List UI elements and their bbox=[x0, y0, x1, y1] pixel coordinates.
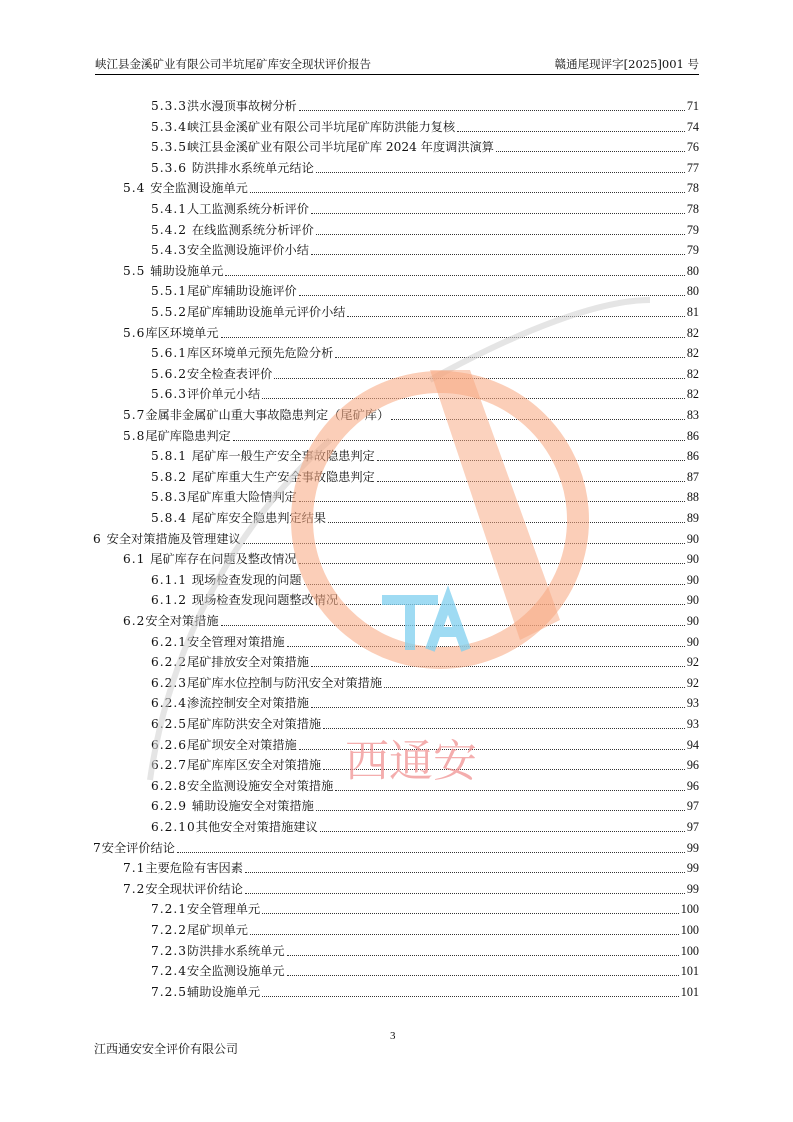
toc-entry-number: 6.2.8 bbox=[151, 778, 188, 793]
toc-entry-page: 80 bbox=[686, 284, 699, 299]
toc-entry-title: 尾矿库存在问题及整改情况 bbox=[150, 552, 297, 567]
page-number: 3 bbox=[390, 1030, 396, 1042]
toc-entry-title: 其他安全对策措施建议 bbox=[195, 820, 318, 834]
toc-entry[interactable] bbox=[151, 446, 699, 466]
toc-entry-title: 尾矿库水位控制与防汛安全对策措施 bbox=[187, 675, 383, 690]
toc-entry-page: 78 bbox=[686, 181, 699, 196]
toc-entry-number: 5.3.3 bbox=[151, 99, 188, 113]
toc-entry-number: 5.4.3 bbox=[151, 243, 188, 258]
toc-entry-number: 5.5.2 bbox=[151, 305, 188, 319]
toc-dot-leader bbox=[311, 253, 685, 255]
toc-dot-leader bbox=[225, 274, 684, 276]
toc-entry[interactable] bbox=[151, 467, 699, 487]
toc-entry-page: 87 bbox=[686, 469, 699, 484]
toc-entry-page: 101 bbox=[680, 984, 699, 999]
toc-entry-page: 80 bbox=[686, 263, 699, 278]
toc-entry-title: 在线监测系统分析评价 bbox=[191, 222, 314, 237]
toc-dot-leader bbox=[233, 439, 685, 441]
toc-dot-leader bbox=[299, 500, 685, 502]
toc-entry-number: 5.7 bbox=[123, 408, 146, 422]
toc-entry[interactable] bbox=[123, 549, 699, 569]
toc-entry-number: 5.5 bbox=[123, 263, 151, 278]
toc-entry-title: 尾矿坝安全对策措施 bbox=[187, 737, 297, 752]
toc-dot-leader bbox=[384, 686, 685, 688]
toc-dot-leader bbox=[250, 933, 679, 935]
toc-entry-number: 5.3.6 bbox=[151, 160, 192, 175]
toc-entry-page: 99 bbox=[686, 840, 699, 855]
toc-entry[interactable] bbox=[151, 281, 699, 301]
toc-entry-page: 71 bbox=[686, 99, 699, 113]
toc-entry-title: 安全对策措施及管理建议 bbox=[106, 531, 241, 546]
footer-company-name: 江西通安安全评价有限公司 bbox=[94, 1042, 239, 1056]
toc-entry-title: 尾矿库重大险情判定 bbox=[187, 490, 297, 505]
toc-dot-leader bbox=[391, 418, 685, 420]
toc-entry-number: 5.3.5 bbox=[151, 140, 188, 155]
toc-entry[interactable] bbox=[151, 96, 699, 116]
toc-entry-number: 5.8.4 bbox=[151, 511, 192, 525]
toc-dot-leader bbox=[335, 356, 685, 358]
toc-entry[interactable] bbox=[151, 508, 699, 528]
toc-entry-number: 6.2.1 bbox=[151, 634, 188, 649]
toc-entry-number: 6.2.10 bbox=[151, 820, 196, 834]
toc-entry-title: 尾矿库防洪安全对策措施 bbox=[187, 717, 322, 731]
toc-entry-title: 尾矿库安全隐患判定结果 bbox=[191, 511, 326, 525]
toc-entry[interactable] bbox=[151, 632, 699, 652]
toc-entry-page: 89 bbox=[686, 511, 699, 525]
toc-entry-title: 安全监测设施安全对策措施 bbox=[187, 778, 334, 793]
toc-entry-page: 82 bbox=[686, 366, 699, 381]
toc-dot-leader bbox=[316, 171, 685, 173]
toc-entry[interactable] bbox=[151, 487, 699, 507]
toc-entry-title: 人工监测系统分析评价 bbox=[187, 202, 309, 216]
page-header bbox=[95, 56, 699, 75]
toc-entry-title: 尾矿库库区安全对策措施 bbox=[187, 758, 322, 773]
toc-entry[interactable] bbox=[151, 590, 699, 610]
toc-entry-page: 90 bbox=[686, 614, 699, 628]
toc-dot-leader bbox=[340, 603, 685, 605]
toc-entry-title: 尾矿库辅助设施评价 bbox=[187, 284, 297, 299]
toc-entry-number: 7.2.4 bbox=[151, 964, 188, 979]
toc-dot-leader bbox=[245, 892, 685, 894]
toc-entry-title: 安全监测设施单元 bbox=[150, 181, 248, 196]
toc-entry[interactable] bbox=[93, 838, 699, 858]
toc-entry-page: 100 bbox=[680, 923, 699, 937]
toc-entry-page: 99 bbox=[686, 861, 699, 876]
toc-entry-title: 安全现状评价结论 bbox=[145, 881, 243, 896]
toc-dot-leader bbox=[245, 871, 685, 873]
toc-entry-page: 81 bbox=[686, 305, 699, 319]
toc-dot-leader bbox=[377, 459, 685, 461]
toc-dot-leader bbox=[262, 912, 679, 914]
toc-entry-number: 6.2.4 bbox=[151, 696, 188, 711]
toc-dot-leader bbox=[311, 212, 685, 214]
toc-entry-page: 77 bbox=[686, 160, 699, 175]
toc-entry-title: 峡江县金溪矿业有限公司半坑尾矿库防洪能力复核 bbox=[187, 119, 456, 134]
toc-entry-title: 尾矿库一般生产安全事故隐患判定 bbox=[191, 449, 375, 464]
toc-entry-page: 86 bbox=[686, 428, 699, 443]
toc-entry-title: 峡江县金溪矿业有限公司半坑尾矿库 2024 年度调洪演算 bbox=[187, 140, 494, 155]
toc-entry-title: 现场检查发现的问题 bbox=[191, 572, 302, 587]
toc-entry-title: 安全检查表评价 bbox=[187, 366, 273, 381]
toc-entry-number: 5.4.2 bbox=[151, 222, 192, 237]
toc-entry-number: 5.8.2 bbox=[151, 469, 192, 484]
toc-dot-leader bbox=[287, 645, 685, 647]
toc-entry[interactable] bbox=[151, 220, 699, 240]
toc-entry-page: 76 bbox=[686, 140, 699, 155]
toc-dot-leader bbox=[221, 624, 685, 626]
header-report-title: 峡江县金溪矿业有限公司半坑尾矿库安全现状评价报告 bbox=[95, 57, 371, 71]
toc-entry-page: 90 bbox=[686, 552, 699, 567]
toc-entry[interactable] bbox=[151, 796, 699, 816]
toc-entry-page: 92 bbox=[686, 655, 699, 670]
toc-entry[interactable] bbox=[151, 693, 699, 713]
toc-dot-leader bbox=[323, 727, 685, 729]
toc-entry-title: 防洪排水系统单元结论 bbox=[191, 160, 314, 175]
toc-entry-number: 7 bbox=[93, 840, 102, 855]
toc-entry-number: 7.2.5 bbox=[151, 984, 188, 999]
toc-dot-leader bbox=[221, 336, 685, 338]
toc-entry-page: 101 bbox=[680, 964, 699, 979]
toc-entry-page: 90 bbox=[686, 572, 699, 587]
toc-entry-number: 7.2 bbox=[123, 881, 146, 896]
toc-dot-leader bbox=[262, 397, 685, 399]
header-report-number: 赣通尾现评字[2025]001 号 bbox=[554, 57, 699, 71]
toc-dot-leader bbox=[177, 851, 685, 853]
toc-entry-title: 尾矿排放安全对策措施 bbox=[187, 655, 309, 670]
toc-dot-leader bbox=[299, 109, 685, 111]
toc-entry-page: 90 bbox=[686, 593, 699, 608]
toc-entry-title: 安全评价结论 bbox=[101, 840, 175, 855]
toc-dot-leader bbox=[243, 542, 685, 544]
toc-entry-page: 97 bbox=[686, 799, 699, 814]
toc-entry-number: 6.2.2 bbox=[151, 655, 188, 670]
toc-entry-page: 86 bbox=[686, 449, 699, 464]
toc-entry-title: 库区环境单元预先危险分析 bbox=[187, 346, 334, 361]
toc-dot-leader bbox=[250, 191, 685, 193]
toc-dot-leader bbox=[311, 665, 685, 667]
toc-entry-number: 6.2 bbox=[123, 614, 146, 628]
toc-entry-number: 6.1.1 bbox=[151, 572, 192, 587]
toc-entry[interactable] bbox=[151, 755, 699, 775]
toc-dot-leader bbox=[347, 315, 684, 317]
toc-entry-title: 洪水漫顶事故树分析 bbox=[187, 99, 297, 113]
toc-entry-number: 6.2.6 bbox=[151, 737, 188, 752]
toc-dot-leader bbox=[287, 974, 679, 976]
toc-entry-title: 评价单元小结 bbox=[187, 387, 261, 402]
toc-entry-number: 5.6 bbox=[123, 325, 146, 340]
toc-entry-number: 5.8.1 bbox=[151, 449, 192, 464]
toc-entry-title: 尾矿库重大生产安全事故隐患判定 bbox=[191, 469, 375, 484]
toc-entry-page: 88 bbox=[686, 490, 699, 505]
toc-entry-number: 6.1 bbox=[123, 552, 151, 567]
toc-entry-number: 5.3.4 bbox=[151, 119, 188, 134]
toc-entry-page: 82 bbox=[686, 346, 699, 361]
toc-entry-title: 安全监测设施评价小结 bbox=[187, 243, 309, 258]
toc-entry-page: 90 bbox=[686, 634, 699, 649]
toc-entry[interactable] bbox=[151, 714, 699, 734]
toc-entry[interactable] bbox=[151, 117, 699, 137]
toc-entry[interactable] bbox=[151, 735, 699, 755]
toc-dot-leader bbox=[287, 954, 679, 956]
toc-entry-number: 6.2.3 bbox=[151, 675, 188, 690]
toc-entry[interactable] bbox=[123, 323, 699, 343]
toc-dot-leader bbox=[320, 830, 685, 832]
toc-entry-page: 94 bbox=[686, 737, 699, 752]
toc-entry[interactable] bbox=[151, 673, 699, 693]
toc-entry-title: 安全管理单元 bbox=[187, 902, 261, 917]
toc-entry-number: 5.8.3 bbox=[151, 490, 188, 505]
toc-entry-page: 92 bbox=[686, 675, 699, 690]
toc-entry-title: 安全对策措施 bbox=[145, 614, 219, 628]
toc-entry-number: 7.2.3 bbox=[151, 943, 188, 958]
toc-entry[interactable] bbox=[123, 611, 699, 631]
toc-entry-title: 主要危险有害因素 bbox=[145, 861, 243, 876]
watermark-stamp-text: 西通安 bbox=[345, 736, 477, 787]
toc-entry[interactable] bbox=[93, 529, 699, 549]
toc-entry-page: 79 bbox=[686, 222, 699, 237]
toc-dot-leader bbox=[262, 995, 679, 997]
toc-entry-number: 6.1.2 bbox=[151, 593, 192, 608]
toc-entry-title: 安全监测设施单元 bbox=[187, 964, 285, 979]
toc-entry-title: 辅助设施单元 bbox=[150, 263, 224, 278]
toc-dot-leader bbox=[335, 789, 685, 791]
toc-dot-leader bbox=[457, 130, 685, 132]
toc-entry-page: 99 bbox=[686, 881, 699, 896]
toc-entry[interactable] bbox=[151, 199, 699, 219]
toc-entry-title: 尾矿坝单元 bbox=[187, 923, 248, 937]
toc-dot-leader bbox=[377, 480, 685, 482]
toc-entry[interactable] bbox=[151, 652, 699, 672]
toc-entry[interactable] bbox=[151, 776, 699, 796]
toc-entry-page: 93 bbox=[686, 696, 699, 711]
toc-entry[interactable] bbox=[151, 384, 699, 404]
toc-entry[interactable] bbox=[123, 879, 699, 899]
toc-entry[interactable] bbox=[151, 899, 699, 919]
toc-entry[interactable] bbox=[123, 178, 699, 198]
toc-entry[interactable] bbox=[123, 261, 699, 281]
toc-entry-title: 渗流控制安全对策措施 bbox=[187, 696, 309, 711]
toc-entry-number: 7.2.1 bbox=[151, 902, 188, 917]
toc-entry[interactable] bbox=[151, 941, 699, 961]
toc-entry-page: 74 bbox=[686, 119, 699, 134]
toc-entry-number: 6.2.9 bbox=[151, 799, 192, 814]
toc-entry-page: 100 bbox=[680, 943, 699, 958]
toc-entry-title: 现场检查发现问题整改情况 bbox=[191, 593, 339, 608]
toc-entry-title: 辅助设施单元 bbox=[187, 984, 261, 999]
toc-entry[interactable] bbox=[151, 364, 699, 384]
toc-entry-number: 5.5.1 bbox=[151, 284, 188, 299]
toc-entry[interactable] bbox=[151, 302, 699, 322]
toc-entry[interactable] bbox=[151, 240, 699, 260]
toc-entry-page: 79 bbox=[686, 243, 699, 258]
toc-entry-page: 93 bbox=[686, 717, 699, 731]
toc-dot-leader bbox=[311, 706, 685, 708]
toc-entry-number: 5.4 bbox=[123, 181, 151, 196]
toc-entry[interactable] bbox=[151, 137, 699, 157]
toc-dot-leader bbox=[323, 768, 685, 770]
toc-entry-page: 96 bbox=[686, 758, 699, 773]
toc-entry-title: 防洪排水系统单元 bbox=[187, 943, 285, 958]
toc-dot-leader bbox=[299, 294, 685, 296]
toc-entry-title: 尾矿库隐患判定 bbox=[145, 428, 231, 443]
toc-dot-leader bbox=[304, 583, 685, 585]
toc-dot-leader bbox=[496, 150, 685, 152]
toc-entry[interactable] bbox=[151, 920, 699, 940]
toc-entry-title: 辅助设施安全对策措施 bbox=[191, 799, 314, 814]
toc-entry-number: 7.1 bbox=[123, 861, 146, 876]
toc-entry[interactable] bbox=[151, 343, 699, 363]
toc-entry-number: 5.8 bbox=[123, 428, 146, 443]
toc-entry[interactable] bbox=[123, 405, 699, 425]
toc-entry-page: 78 bbox=[686, 202, 699, 216]
toc-entry[interactable] bbox=[151, 961, 699, 981]
toc-entry[interactable] bbox=[151, 982, 699, 1002]
toc-dot-leader bbox=[328, 521, 685, 523]
toc-entry[interactable] bbox=[151, 817, 699, 837]
toc-entry-number: 6 bbox=[93, 531, 107, 546]
toc-entry[interactable] bbox=[151, 158, 699, 178]
toc-entry[interactable] bbox=[151, 570, 699, 590]
toc-dot-leader bbox=[274, 377, 684, 379]
toc-entry-page: 82 bbox=[686, 325, 699, 340]
toc-entry-number: 6.2.5 bbox=[151, 717, 188, 731]
toc-entry-page: 83 bbox=[686, 408, 699, 422]
toc-entry-page: 97 bbox=[686, 820, 699, 834]
toc-entry-title: 库区环境单元 bbox=[145, 325, 219, 340]
toc-dot-leader bbox=[299, 562, 685, 564]
toc-entry-number: 5.6.1 bbox=[151, 346, 188, 361]
toc-entry[interactable] bbox=[123, 426, 699, 446]
toc-entry-title: 尾矿库辅助设施单元评价小结 bbox=[187, 305, 346, 319]
toc-entry-page: 90 bbox=[686, 531, 699, 546]
toc-entry-title: 安全管理对策措施 bbox=[187, 634, 285, 649]
toc-entry-number: 5.6.3 bbox=[151, 387, 188, 402]
toc-entry-page: 100 bbox=[680, 902, 699, 917]
toc-entry-number: 7.2.2 bbox=[151, 923, 188, 937]
toc-entry-number: 6.2.7 bbox=[151, 758, 188, 773]
toc-entry-page: 96 bbox=[686, 778, 699, 793]
toc-dot-leader bbox=[299, 748, 685, 750]
toc-entry-title: 金属非金属矿山重大事故隐患判定（尾矿库） bbox=[145, 408, 390, 422]
toc-entry-number: 5.4.1 bbox=[151, 202, 188, 216]
toc-entry-page: 82 bbox=[686, 387, 699, 402]
toc-dot-leader bbox=[316, 809, 685, 811]
toc-entry-number: 5.6.2 bbox=[151, 366, 188, 381]
toc-entry[interactable] bbox=[123, 858, 699, 878]
toc-dot-leader bbox=[316, 233, 685, 235]
